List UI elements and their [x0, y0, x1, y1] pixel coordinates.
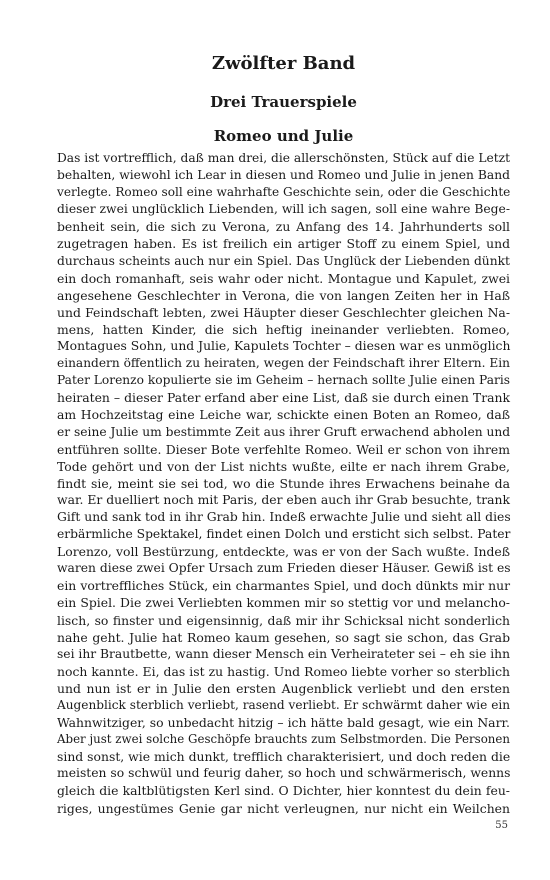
text-line: nahe geht. Julie hat Romeo kaum gesehen, so sagt sie schon, das Grab	[57, 629, 510, 645]
work-title: Romeo und Julie	[213, 127, 354, 145]
text-line: angesehene Geschlechter in Verona, die von langen Zeiten her in Haß	[57, 287, 510, 303]
text-line: entführen sollte. Dieser Bote verfehlte Romeo. Weil er schon von ihrem	[57, 441, 510, 457]
text-line: und Feindschaft lebten, zwei Häupter dieser Geschlechter gleichen Na-	[57, 304, 510, 320]
text-line: gleich die kaltblütigsten Kerl sind. O Dichter, hier konntest du dein feu-	[57, 783, 510, 799]
text-line: sei ihr Brautbette, wann dieser Mensch ein Verheirateter sei – eh sie ihn	[57, 646, 510, 661]
text-line: behalten, wiewohl ich Lear in diesen und Romeo und Julie in jenen Band	[57, 168, 510, 183]
text-line: Pater Lorenzo kopulierte sie im Geheim – hernach sollte Julie einen Paris	[57, 373, 510, 388]
text-line: mens, hatten Kinder, die sich heftig ineinander verliebten. Romeo,	[57, 321, 510, 337]
text-line: war. Er duelliert noch mit Paris, der eben auch ihr Grab besuchte, trank	[57, 492, 510, 507]
text-line: Gift und sank tod in ihr Grab hin. Indeß erwachte Julie und sieht all dies	[57, 509, 511, 524]
text-line: Das ist vortrefflich, daß man drei, die allerschönsten, Stück auf die Letzt	[57, 151, 510, 165]
text-line: ein doch romanhaft, seis wahr oder nicht. Montague und Kapulet, zwei	[57, 270, 510, 286]
text-line: benheit sein, die sich zu Verona, zu Anfang des 14. Jahrhunderts soll	[57, 219, 510, 235]
text-line: sind sonst, wie mich dunkt, trefflich charakterisiert, und doch reden die	[57, 749, 511, 765]
section-title: Drei Trauerspiele	[210, 93, 357, 111]
text-line: Wahnwitziger, so unbedacht hitzig – ich hätte bald gesagt, wie ein Narr.	[57, 715, 510, 731]
text-line: am Hochzeitstag eine Leiche war, schickte einen Boten an Romeo, daß	[57, 407, 510, 423]
volume-title: Zwölfter Band	[211, 53, 356, 74]
text-line: Tode gehört und von der List nichts wußte, eilte er nach ihrem Grabe,	[57, 458, 510, 474]
text-line: lisch, so finster und eigensinnig, daß mir ihr Schicksal nicht sonderlich	[57, 612, 510, 628]
text-line: dieser zwei unglücklich Liebenden, will ich sagen, soll eine wahre Bege-	[57, 202, 510, 217]
text-line: meisten so schwül und feurig daher, so hoch und schwärmerisch, wenns	[57, 766, 511, 781]
text-line: ein Spiel. Die zwei Verliebten kommen mir so stettig vor und melancho-	[57, 595, 510, 611]
text-line: Montagues Sohn, und Julie, Kapulets Tochter – diesen war es unmöglich	[57, 339, 511, 354]
text-line: findt sie, meint sie sei tod, wo die Stunde ihres Erwachens beinahe da	[57, 475, 510, 491]
body-paragraph	[57, 150, 510, 817]
text-line: Augenblick sterblich verliebt, rasend verliebt. Er schwärmt daher wie ein	[57, 698, 511, 712]
page-number: 55	[495, 820, 508, 831]
text-line: ein vortreffliches Stück, ein charmantes Spiel, und doch dünkts mir nur	[57, 578, 510, 594]
text-line: zugetragen haben. Es ist freilich ein artiger Stoff zu einem Spiel, und	[57, 236, 510, 252]
book-page	[57, 52, 510, 817]
text-line: er seine Julie um bestimmte Zeit aus ihrer Gruft erwachend abholen und	[57, 424, 511, 439]
text-line: waren diese zwei Opfer Ursach zum Frieden dieser Häuser. Gewiß ist es	[57, 561, 511, 576]
text-line: erbärmliche Spektakel, findet einen Dolch und ersticht sich selbst. Pater	[57, 527, 511, 542]
text-line: durchaus scheints auch nur ein Spiel. Das Unglück der Liebenden dünkt	[57, 253, 510, 268]
text-line: noch kannte. Ei, das ist zu hastig. Und Romeo liebte vorher so sterblich	[57, 663, 510, 679]
text-line: einandern öffentlich zu heiraten, wegen der Feindschaft ihrer Eltern. Ein	[57, 356, 510, 371]
text-line: Aber just zwei solche Geschöpfe brauchts zum Selbstmorden. Die Personen	[57, 732, 510, 747]
text-line: heiraten – dieser Pater erfand aber eine List, daß sie durch einen Trank	[57, 390, 510, 406]
text-line: Lorenzo, voll Bestürzung, entdeckte, was er von der Sach wußte. Indeß	[57, 544, 510, 560]
text-line: und nun ist er in Julie den ersten Augenblick verliebt und den ersten	[57, 680, 510, 696]
text-line: riges, ungestümes Genie gar nicht verleugnen, nur nicht ein Weilchen	[57, 800, 510, 816]
text-line: verlegte. Romeo soll eine wahrhafte Geschichte sein, oder die Geschichte	[57, 185, 511, 200]
